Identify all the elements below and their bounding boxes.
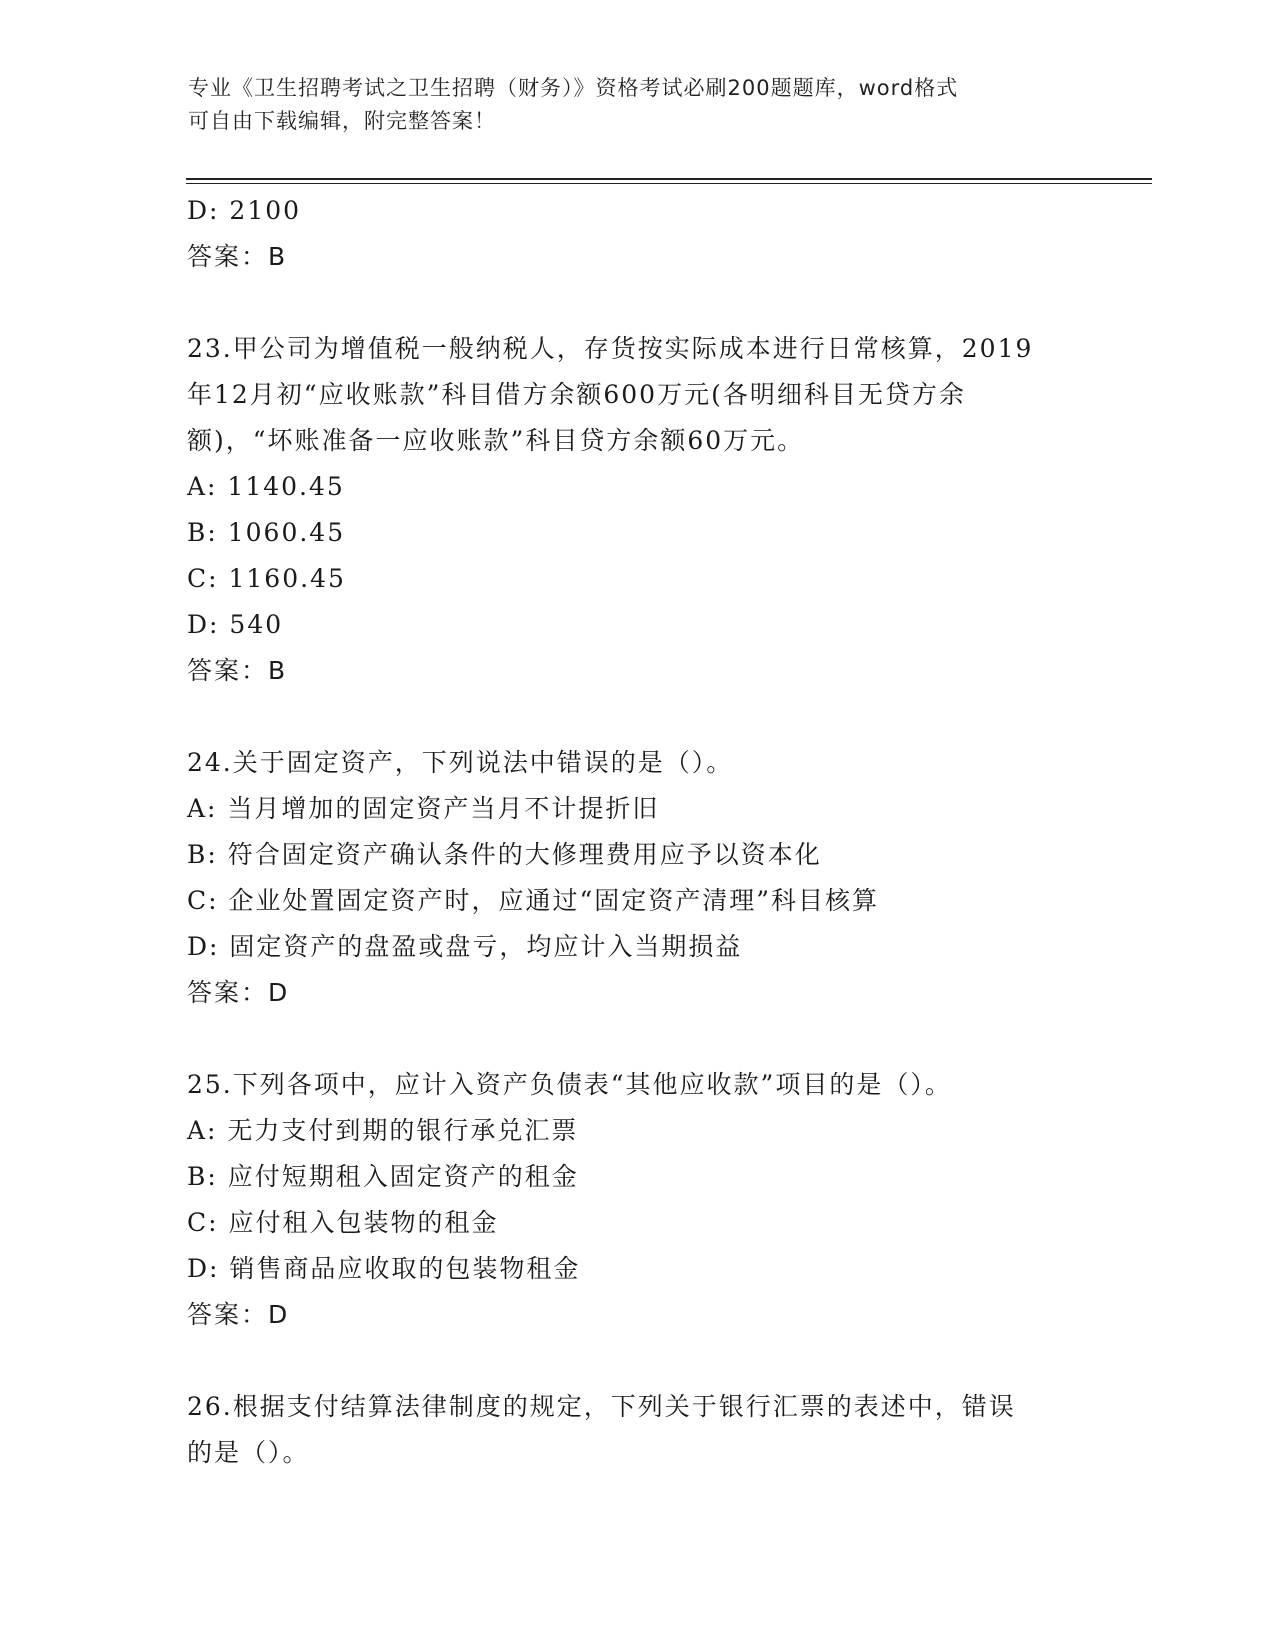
answer: 答案：D bbox=[187, 978, 290, 1007]
question-24 bbox=[187, 740, 1087, 1016]
option-d: D: 540 bbox=[187, 610, 284, 639]
header-divider bbox=[186, 178, 1152, 180]
option-d: D: 固定资产的盘盈或盘亏，均应计入当期损益 bbox=[187, 932, 743, 961]
question-text: 23.甲公司为增值税一般纳税人，存货按实际成本进行日常核算，2019 bbox=[187, 334, 1034, 363]
option-c: C: 企业处置固定资产时，应通过“固定资产清理”科目核算 bbox=[187, 886, 880, 915]
question-text: 年12月初“应收账款”科目借方余额600万元(各明细科目无贷方余 bbox=[187, 380, 966, 409]
answer: 答案：B bbox=[187, 656, 288, 685]
document-header bbox=[188, 72, 1068, 138]
question-text: 的是（）。 bbox=[187, 1438, 310, 1467]
option-d: D: 2100 bbox=[187, 196, 302, 225]
answer: 答案：D bbox=[187, 1300, 290, 1329]
option-a: A: 1140.45 bbox=[187, 472, 345, 501]
header-line-2: 可自由下载编辑，附完整答案！ bbox=[188, 109, 496, 133]
question-text: 25.下列各项中，应计入资产负债表“其他应收款”项目的是（）。 bbox=[187, 1070, 952, 1099]
question-text: 26.根据支付结算法律制度的规定，下列关于银行汇票的表述中，错误 bbox=[187, 1392, 1016, 1421]
option-a: A: 当月增加的固定资产当月不计提折旧 bbox=[187, 794, 660, 823]
option-a: A: 无力支付到期的银行承兑汇票 bbox=[187, 1116, 579, 1145]
answer: 答案：B bbox=[187, 242, 288, 271]
option-c: C: 应付租入包装物的租金 bbox=[187, 1208, 499, 1237]
option-c: C: 1160.45 bbox=[187, 564, 346, 593]
question-26 bbox=[187, 1384, 1087, 1476]
header-line-1: 专业《卫生招聘考试之卫生招聘（财务）》资格考试必刷200题题库，word格式 bbox=[188, 76, 959, 100]
question-25 bbox=[187, 1062, 1087, 1338]
question-23 bbox=[187, 326, 1087, 694]
document-body bbox=[187, 188, 1087, 1476]
option-b: B: 应付短期租入固定资产的租金 bbox=[187, 1162, 579, 1191]
option-d: D: 销售商品应收取的包装物租金 bbox=[187, 1254, 581, 1283]
header-divider-thin bbox=[186, 183, 1152, 184]
question-text: 额)，“坏账准备一应收账款”科目贷方余额60万元。 bbox=[187, 426, 805, 455]
question-text: 24.关于固定资产，下列说法中错误的是（）。 bbox=[187, 748, 734, 777]
option-b: B: 1060.45 bbox=[187, 518, 346, 547]
option-b: B: 符合固定资产确认条件的大修理费用应予以资本化 bbox=[187, 840, 822, 869]
